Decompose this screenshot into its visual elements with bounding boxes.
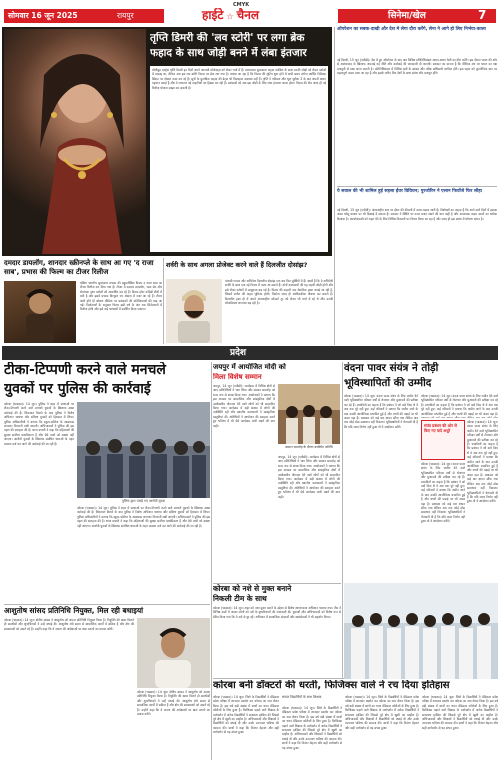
- bottom-big-body-col2: कोरबा (भास्कर)। 14 जून। जिले के विद्यार्थियों ने मेडिकल प्रवेश परीक्षा में शानदार प्रदर्शन कर कोरबा का नाम रोशन किया है। इस वर्ष बड़ी संख्या में छात्रों का चयन मेडिकल कॉलेजों के लिए हुआ है। फिजिक्स पढ़ाने वाले शिक्षक के मार्गदर्शन में अनेक विद्यार्थियों ने सफलता हासिल की जिससे पूरे क्षेत्र में खुशी का माहौल है। अभिभावकों और शिक्षकों ने विद्यार्थियों को बधाई दी और उनके उज्ज्वल भविष्य की कामना की। छात्रों ने कहा कि निरंतर मेहनत और सही मार्गदर्शन से यह संभव हुआ।: [282, 706, 342, 750]
- column-rule: [163, 258, 164, 344]
- masthead-date: सोमवार 16 जून 2025: [8, 11, 78, 20]
- students-group-illustration: [344, 583, 498, 679]
- mid-left-body: दक्षिण भारतीय सुपरस्टार प्रभास की बहुप्रतीक्षित फिल्म द राजा साब का टीजर रिलीज कर दिया गया है। टीजर में दमदार डायलॉग, भव्य सेट और रोमांचक दृश्य दर्शकों को आकर्षित कर रहे हैं। फिल्म हॉरर कॉमेडी शैली में बनी है और इसमें प्रभास बिल्कुल नए अंदाज में नजर आ रहे हैं। टीजर जारी होते ही सोशल मीडिया पर प्रशंसकों की प्रतिक्रियाओं की बाढ़ आ गई। निर्माताओं के अनुसार फिल्म इसी वर्ष के अंत तक सिनेमाघरों में रिलीज होगी और इसे कई भाषाओं में प्रदर्शित किया जाएगा।: [80, 281, 162, 312]
- page-number: 7: [478, 8, 487, 22]
- diljit-illustration: [166, 279, 222, 343]
- right-divider: [337, 186, 497, 187]
- lower-left-headline-2: युवकों पर पुलिस की कार्रवाई: [4, 381, 151, 397]
- bottom-center-headline-2: निकली टीम के साथ: [213, 594, 267, 603]
- bottom-left-headline: आशुतोष सांसद प्रतिनिधि नियुक्त, मिल रही बधाइयां: [4, 606, 144, 615]
- lower-right-body: कोरबा (भास्कर)। 14 जून। वंदना पावर संयंत्र के लिए जमीन देने वाले भूविस्थापित परिवार वर्षों से रोजगार और मुआवजे की प्रतीक्षा कर रहे हैं। प्रभावितों का कहना है कि प्रबंधन ने जो वादे किए थे वे अब तक पूरे नहीं हुए। कई परिवारों ने बताया कि जमीन जाने के बाद उनकी आजीविका प्रभावित हुई है और बच्चों की पढ़ाई पर भी असर पड़ा है। प्रशासन को कई बार ज्ञापन सौंपा गया लेकिन अब तक कोई ठोस समाधान नहीं निकला। भूविस्थापितों ने चेतावनी दी है कि यदि जल्द निर्णय नहीं हुआ तो वे आंदोलन करेंगे।: [344, 394, 418, 429]
- bottom-big-body-col4: कोरबा (भास्कर)। 14 जून। जिले के विद्यार्थियों ने मेडिकल प्रवेश परीक्षा में शानदार प्रदर्शन कर कोरबा का नाम रोशन किया है। इस वर्ष बड़ी संख्या में छात्रों का चयन मेडिकल कॉलेजों के लिए हुआ है। फिजिक्स पढ़ाने वाले शिक्षक के मार्गदर्शन में अनेक विद्यार्थियों ने सफलता हासिल की जिससे पूरे क्षेत्र में खुशी का माहौल है। अभिभावकों और शिक्षकों ने विद्यार्थियों को बधाई दी और उनके उज्ज्वल भविष्य की कामना की। छात्रों ने कहा कि निरंतर मेहनत और सही मार्गदर्शन से यह संभव हुआ।: [422, 695, 498, 730]
- lower-left-body-cont: कोरबा (भास्कर)। 14 जून। पुलिस ने शहर में छात्राओं पर टीका-टिप्पणी करने वाले मनचले युवकों के खिलाफ सख्त कार्रवाई की है। शिकायत मिलने के बाद पुलिस ने विशेष अभियान चलाया और संदिग्ध युवकों को हिरासत में लिया। पुलिस अधिकारियों ने बताया कि स्कूल-कॉलेज के आसपास लगातार निगरानी रखी जाएगी। अभिभावकों ने पुलिस की इस पहल की सराहना की है। थाना प्रभारी ने कहा कि महिलाओं की सुरक्षा सर्वोच्च प्राथमिकता है और ऐसे तत्वों को बख्शा नहीं जाएगा। आरोपी युवकों के खिलाफ संबंधित धाराओं के तहत मामला दर्ज कर आगे की कार्रवाई की जा रही है।: [77, 506, 210, 528]
- star-icon: ☆: [226, 12, 234, 21]
- hero-photo: [4, 29, 146, 254]
- lower-right-body-col2: कोरबा (भास्कर)। 14 जून। वंदना पावर संयंत्र के लिए जमीन देने वाले भूविस्थापित परिवार वर्षों से रोजगार और मुआवजे की प्रतीक्षा कर रहे हैं। प्रभावितों का कहना है कि प्रबंधन ने जो वादे किए थे वे अब तक पूरे नहीं हुए। कई परिवारों ने बताया कि जमीन जाने के बाद उनकी आजीविका प्रभावित हुई है और बच्चों की पढ़ाई पर भी असर पड़ा है।: [421, 394, 498, 416]
- right-section-label: सिनेमा/खेल: [388, 11, 426, 21]
- pullquote-box: [421, 420, 465, 460]
- column-rule: [211, 362, 212, 760]
- students-caption: सफल विद्यार्थियों के साथ शिक्षक: [282, 695, 322, 699]
- lower-left-body: कोरबा (भास्कर)। 14 जून। पुलिस ने शहर में छात्राओं पर टीका-टिप्पणी करने वाले मनचले युवकों के खिलाफ सख्त कार्रवाई की है। शिकायत मिलने के बाद पुलिस ने विशेष अभियान चलाया और संदिग्ध युवकों को हिरासत में लिया। पुलिस अधिकारियों ने बताया कि स्कूल-कॉलेज के आसपास लगातार निगरानी रखी जाएगी। अभिभावकों ने पुलिस की इस पहल की सराहना की है। थाना प्रभारी ने कहा कि महिलाओं की सुरक्षा सर्वोच्च प्राथमिकता है और ऐसे तत्वों को बख्शा नहीं जाएगा। आरोपी युवकों के खिलाफ संबंधित धाराओं के तहत मामला दर्ज कर आगे की कार्रवाई की जा रही है।: [4, 402, 74, 446]
- section-title-second: चैनल: [236, 8, 260, 22]
- police-photo: [77, 402, 210, 498]
- mid-left-headline: दमदार डायलॉग, शानदार स्क्रीनप्ले के साथ आ गए 'द राजा साब', प्रभास की फिल्म का टीजर रिलीज: [4, 259, 154, 276]
- right-second-headline: ये सवाल की भी शामिल हुई सहसा ईंधर विविधन; पुरजोरिन ने एलान फिर्योजे फिर लौहा: [337, 189, 482, 194]
- lower-center-body: जयपुर, 14 जून (एजेंसी)। कार्यक्रम में विभिन्न क्षेत्रों से आए प्रतिनिधियों ने भाग लिया और सम्मान समारोह को भव्य रूप से संपन्न किया गया। आयोजकों ने बताया कि इस अवसर पर सामाजिक और सांस्कृतिक क्षेत्रों में उल्लेखनीय योगदान देने वाले लोगों को भी सम्मानित किया गया। कार्यक्रम में बड़ी संख्या में लोगों की उपस्थिति रही और स्थानीय कलाकारों ने सांस्कृतिक प्रस्तुतियां दीं। अतिथियों ने आयोजन की सराहना करते हुए भविष्य में भी ऐसे कार्यक्रम जारी रखने की बात कही।: [213, 384, 275, 428]
- hero-headline-1: तृप्ति डिमरी की 'लव स्टोरी' पर लगा ब्रेक: [150, 32, 305, 44]
- right-top-headline: ऑपरेशन का सबक-दाखी और देश मे लेगा दौरा करेंगे, सेना ने आगे हो लिए निर्भया-काला: [337, 27, 486, 32]
- hero-headline-2: फहाद के साथ जोड़ी बनने में लंबा इंतजार: [150, 47, 307, 59]
- column-rule: [334, 27, 335, 345]
- raja-saab-illustration: [4, 281, 76, 343]
- bottom-center-headline-1: कोरबा को नशे से मुक्त बनाने: [213, 584, 292, 593]
- lower-right-headline-1: वंदना पावर संयंत्र ने तोड़ी: [344, 362, 439, 374]
- right-top-body: नई दिल्ली, 15 जून (एजेंसी)। देश में हुए ऑपरेशन के बाद अब विभिन्न प्रतिनिधिमंडल अलग-अलग देशों का दौरा करेंगे। इस दौरान भारत की ओर से आतंकवाद के खिलाफ अपनाई गई नीति और कार्रवाई की जानकारी दी जाएगी। सरकार का मानना है कि वैश्विक मंच पर भारत का पक्ष मजबूती से रखा जाना जरूरी है। प्रतिनिधिमंडल में विभिन्न दलों के सांसद और वरिष्ठ अधिकारी शामिल होंगे। इस पहल को कूटनीतिक स्तर पर महत्वपूर्ण कदम माना जा रहा है और इसके जरिए मित्र देशों के साथ संबंध और मजबूत होंगे।: [337, 58, 497, 76]
- bottom-center-body: कोरबा (भास्कर)। 14 जून। शहर को नशा मुक्त बनाने के उद्देश्य से विशेष जागरूकता अभियान चलाया गया। टीम ने विभिन्न वार्डों में जाकर लोगों को नशे के दुष्परिणामों की जानकारी दी। युवाओं और अभिभावकों को विशेष रूप से प्रेरित किया गया कि वे नशे से दूर रहें। अभियान में सामाजिक संगठनों और स्वयंसेवकों ने भी सहयोग किया।: [213, 606, 341, 619]
- ceremony-illustration: [278, 384, 340, 444]
- section-title-first: हाईटे: [202, 8, 224, 22]
- ceremony-caption: सम्मान समारोह के दौरान उपस्थित अतिथि: [285, 445, 333, 449]
- lower-right-headline-2: भूविस्थापितों की उम्मीद: [344, 377, 432, 389]
- bottom-left-body: कोरबा (भास्कर)। 14 जून। क्षेत्रीय सांसद ने आशुतोष को अपना प्रतिनिधि नियुक्त किया है। नियुक्ति की खबर मिलते ही समर्थकों और शुभचिंतकों ने उन्हें बधाई दी। आशुतोष लंबे समय से सामाजिक कार्यों में सक्रिय हैं और क्षेत्र की समस्याओं को उठाते रहे हैं। उन्होंने कहा कि वे जनता की अपेक्षाओं पर खरा उतरने का प्रयास करेंगे।: [4, 618, 134, 631]
- ashutosh-illustration: [137, 618, 210, 688]
- students-photo: [344, 583, 498, 679]
- ceremony-photo: [278, 384, 340, 444]
- section-title: [202, 8, 259, 24]
- lower-center-headline-2: मिला विशेष सम्मान: [213, 373, 262, 381]
- hero-figure-illustration: [4, 29, 146, 254]
- lower-right-body-col4: कोरबा (भास्कर)। 14 जून। वंदना पावर संयंत्र के लिए जमीन देने वाले भूविस्थापित परिवार वर्षों से रोजगार और मुआवजे की प्रतीक्षा कर रहे हैं। प्रभावितों का कहना है कि प्रबंधन ने जो वादे किए थे वे अब तक पूरे नहीं हुए। कई परिवारों ने बताया कि जमीन जाने के बाद उनकी आजीविका प्रभावित हुई है और बच्चों की पढ़ाई पर भी असर पड़ा है। प्रशासन को कई बार ज्ञापन सौंपा गया लेकिन अब तक कोई ठोस समाधान नहीं निकला। भूविस्थापितों ने चेतावनी दी है कि यदि जल्द निर्णय नहीं हुआ तो वे आंदोलन करेंगे।: [421, 462, 465, 524]
- mid-center-body: पंजाबी गायक और अभिनेता दिलजीत दोसांझ एक बार फिर सुर्खियों में हैं। खबरें हैं कि वे अभिनेत्री शर्वरी के साथ एक नई फिल्म में नजर आ सकते हैं। दोनों कलाकारों की यह पहली जोड़ी होगी और इसे लेकर दर्शकों में उत्सुकता बढ़ गई है। फिल्म की कहानी एक रोमांटिक ड्रामा बताई जा रही है, जिसमें संगीत की अहम भूमिका होगी। निर्माता जल्द ही आधिकारिक घोषणा कर सकते हैं। दिलजीत हाल ही में अपने अंतरराष्ट्रीय कॉन्सर्ट टूर को लेकर भी चर्चा में रहे थे और उनकी लोकप्रियता लगातार बढ़ रही है।: [225, 279, 333, 306]
- hero-text-box: [150, 66, 328, 252]
- hero-body: बॉलीवुड एक्ट्रेस तृप्ति डिमरी इन दिनों अपने आगामी प्रोजेक्ट्स को लेकर चर्चा में हैं। मलयालम सुपरस्टार फहाद फासिल के साथ उनकी जोड़ी को लेकर दर्शकों में उत्साह था, लेकिन अब इस लव स्टोरी फिल्म पर ब्रेक लग गया है। बताया जा रहा है कि फिल्म की शूटिंग शुरू होने में अभी समय लगेगा क्योंकि निर्देशक स्क्रिप्ट पर दोबारा काम कर रहे हैं। सूत्रों के मुताबिक फहाद की डेट्स भी फिलहाल उपलब्ध नहीं हैं। तृप्ति ने एनिमल और भूल भुलैया 3 के बाद अपनी अलग पहचान बनाई है और वे लगातार नई कहानियों का हिस्सा बन रही हैं। प्रशंसकों को अब इस जोड़ी के लिए लंबा इंतजार करना होगा। फिल्म की टीम जल्द ही नई रिलीज योजना साझा कर सकती है।: [152, 68, 326, 90]
- diljit-photo: [166, 279, 222, 343]
- bottom-big-headline: कोरबा बनी डॉक्टरों की धरती, फिजिक्स वाले ने रच दिया इतिहास: [213, 680, 450, 691]
- bottom-big-body: कोरबा (भास्कर)। 14 जून। जिले के विद्यार्थियों ने मेडिकल प्रवेश परीक्षा में शानदार प्रदर्शन कर कोरबा का नाम रोशन किया है। इस वर्ष बड़ी संख्या में छात्रों का चयन मेडिकल कॉलेजों के लिए हुआ है। फिजिक्स पढ़ाने वाले शिक्षक के मार्गदर्शन में अनेक विद्यार्थियों ने सफलता हासिल की जिससे पूरे क्षेत्र में खुशी का माहौल है। अभिभावकों और शिक्षकों ने विद्यार्थियों को बधाई दी और उनके उज्ज्वल भविष्य की कामना की। छात्रों ने कहा कि निरंतर मेहनत और सही मार्गदर्शन से यह संभव हुआ।: [213, 695, 279, 735]
- bottom-left-body-cont: कोरबा (भास्कर)। 14 जून। क्षेत्रीय सांसद ने आशुतोष को अपना प्रतिनिधि नियुक्त किया है। नियुक्ति की खबर मिलते ही समर्थकों और शुभचिंतकों ने उन्हें बधाई दी। आशुतोष लंबे समय से सामाजिक कार्यों में सक्रिय हैं और क्षेत्र की समस्याओं को उठाते रहे हैं। उन्होंने कहा कि वे जनता की अपेक्षाओं पर खरा उतरने का प्रयास करेंगे।: [137, 690, 210, 717]
- lower-right-body-col3: कोरबा (भास्कर)। 14 जून। वंदना पावर संयंत्र के लिए जमीन देने वाले भूविस्थापित परिवार वर्षों से रोजगार और मुआवजे की प्रतीक्षा कर रहे हैं। प्रभावितों का कहना है कि प्रबंधन ने जो वादे किए थे वे अब तक पूरे नहीं हुए। कई परिवारों ने बताया कि जमीन जाने के बाद उनकी आजीविका प्रभावित हुई है और बच्चों की पढ़ाई पर भी असर पड़ा है। प्रशासन को कई बार ज्ञापन सौंपा गया लेकिन अब तक कोई ठोस समाधान नहीं निकला। भूविस्थापितों ने चेतावनी दी है कि यदि जल्द निर्णय नहीं हुआ तो वे आंदोलन करेंगे।: [467, 420, 498, 504]
- lower-center-headline-1: जयपुर में आयोजित मोदी को: [213, 363, 286, 371]
- lower-center-body-cont: जयपुर, 14 जून (एजेंसी)। कार्यक्रम में विभिन्न क्षेत्रों से आए प्रतिनिधियों ने भाग लिया और सम्मान समारोह को भव्य रूप से संपन्न किया गया। आयोजकों ने बताया कि इस अवसर पर सामाजिक और सांस्कृतिक क्षेत्रों में उल्लेखनीय योगदान देने वाले लोगों को भी सम्मानित किया गया। कार्यक्रम में बड़ी संख्या में लोगों की उपस्थिति रही और स्थानीय कलाकारों ने सांस्कृतिक प्रस्तुतियां दीं। अतिथियों ने आयोजन की सराहना करते हुए भविष्य में भी ऐसे कार्यक्रम जारी रखने की बात कही।: [278, 455, 340, 499]
- lower-left-headline-1: टीका-टिप्पणी करने वाले मनचले: [4, 362, 166, 378]
- pradesh-bar: [2, 346, 498, 360]
- pullquote-text: संयंत्र प्रबंधन की ओर से किए गए वादे अधूरे: [424, 423, 457, 433]
- masthead-city: रायपुर: [117, 11, 134, 20]
- column-rule: [342, 362, 343, 678]
- cmyk-logo: CMYK: [233, 2, 250, 8]
- police-group-illustration: [77, 402, 210, 498]
- bottom-left-rule: [4, 604, 210, 605]
- police-photo-caption: पुलिस द्वारा पकड़े गए आरोपी युवक: [122, 499, 165, 503]
- right-second-body: नई दिल्ली, 15 जून (एजेंसी)। अंतरराष्ट्रीय स्तर पर ईंधन की कीमतों में उतार-चढ़ाव जारी है। विशेषज्ञों का कहना है कि आने वाले दिनों में इसका असर घरेलू बाजार पर भी दिखाई दे सकता है। सरकार ने स्थिति पर नजर बनाए रखने की बात कही है और आवश्यक कदम उठाने का भरोसा दिलाया है। उपभोक्ताओं को राहत देने के लिए विभिन्न विकल्पों पर विचार किया जा रहा है और जल्द ही इस संबंध में घोषणा संभव है।: [337, 208, 497, 221]
- bottom-big-body-col3: कोरबा (भास्कर)। 14 जून। जिले के विद्यार्थियों ने मेडिकल प्रवेश परीक्षा में शानदार प्रदर्शन कर कोरबा का नाम रोशन किया है। इस वर्ष बड़ी संख्या में छात्रों का चयन मेडिकल कॉलेजों के लिए हुआ है। फिजिक्स पढ़ाने वाले शिक्षक के मार्गदर्शन में अनेक विद्यार्थियों ने सफलता हासिल की जिससे पूरे क्षेत्र में खुशी का माहौल है। अभिभावकों और शिक्षकों ने विद्यार्थियों को बधाई दी और उनके उज्ज्वल भविष्य की कामना की। छात्रों ने कहा कि निरंतर मेहनत और सही मार्गदर्शन से यह संभव हुआ।: [345, 695, 419, 730]
- mid-center-headline: शर्वरी के साथ अगला प्रोजेक्ट करने वाले हैं दिलजीत दोसांझ?: [166, 261, 308, 269]
- raja-saab-photo: [4, 281, 76, 343]
- pradesh-label: प्रदेश: [230, 348, 247, 358]
- ashutosh-photo: [137, 618, 210, 688]
